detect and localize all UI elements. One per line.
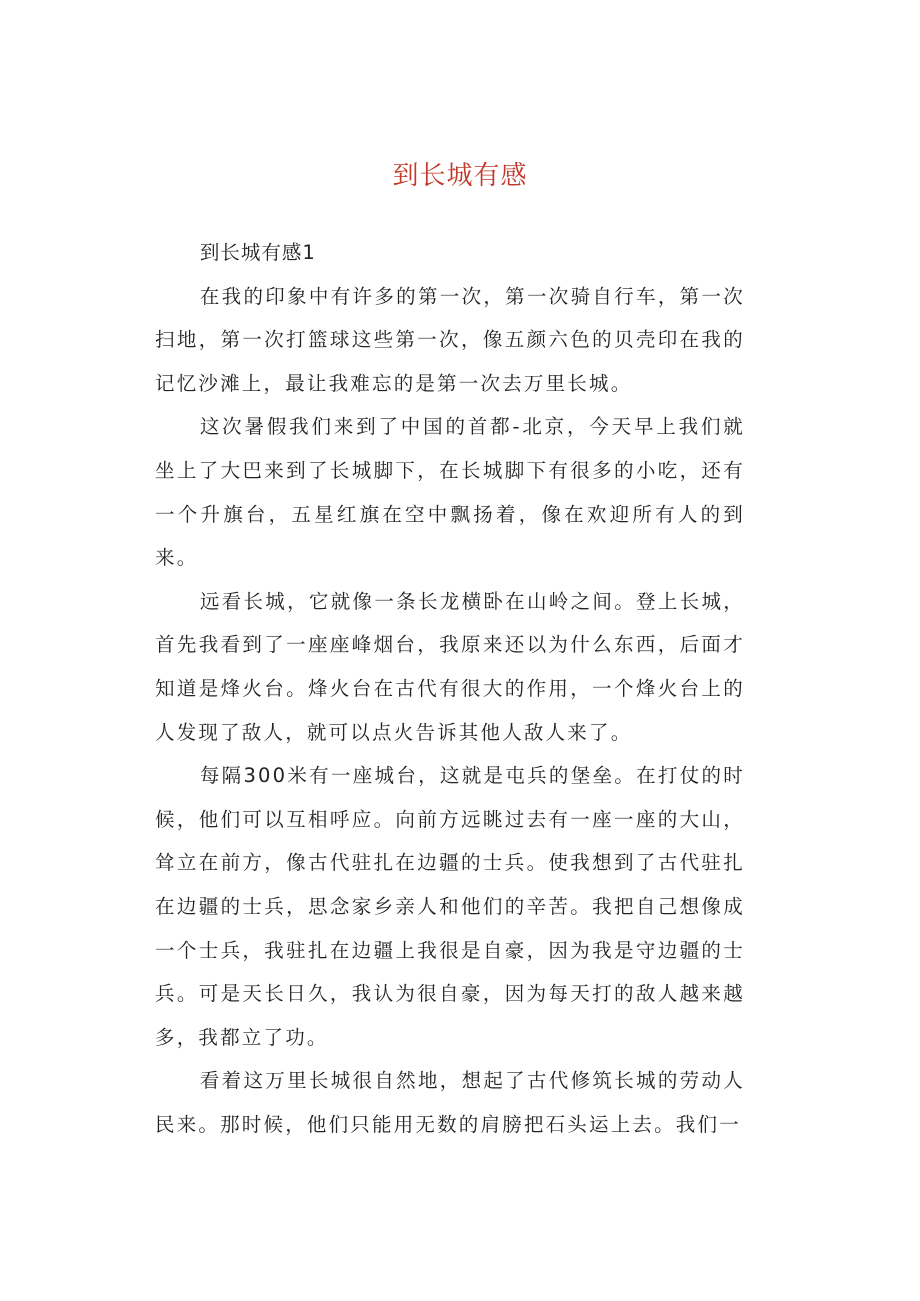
paragraph-1: 在我的印象中有许多的第一次，第一次骑自行车，第一次扫地，第一次打篮球这些第一次，像五颜六色的贝壳印在我的记忆沙滩上，最让我难忘的是第一次去万里长城。 bbox=[155, 284, 745, 395]
paragraph-2: 这次暑假我们来到了中国的首都-北京，今天早上我们就坐上了大巴来到了长城脚下，在长城脚下有很多的小吃，还有一个升旗台，五星红旗在空中飘扬着，像在欢迎所有人的到来。 bbox=[155, 415, 745, 570]
section-heading: 到长城有感1 bbox=[199, 241, 316, 264]
paragraph-4: 每隔300米有一座城台，这就是屯兵的堡垒。在打仗的时候，他们可以互相呼应。向前方远眺过去有一座一座的大山，耸立在前方，像古代驻扎在边疆的士兵。使我想到了古代驻扎在边疆的士兵，思念家乡亲人和他们的辛苦。我把自己想像成一个士兵，我驻扎在边疆上我很是自豪，因为我是守边疆的士兵。可是天长日久，我认为很自豪，因为每天打的敌人越来越多，我都立了功。 bbox=[155, 764, 745, 1049]
document-body bbox=[155, 231, 745, 1146]
paragraph-3: 远看长城，它就像一条长龙横卧在山岭之间。登上长城，首先我看到了一座座峰烟台，我原来还以为什么东西，后面才知道是烽火台。烽火台在古代有很大的作用，一个烽火台上的人发现了敌人，就可以点火告诉其他人敌人来了。 bbox=[155, 589, 745, 744]
paragraph-5: 看着这万里长城很自然地，想起了古代修筑长城的劳动人民来。那时候，他们只能用无数的肩膀把石头运上去。我们一 bbox=[155, 1069, 745, 1136]
document-title: 到长城有感 bbox=[392, 161, 528, 191]
